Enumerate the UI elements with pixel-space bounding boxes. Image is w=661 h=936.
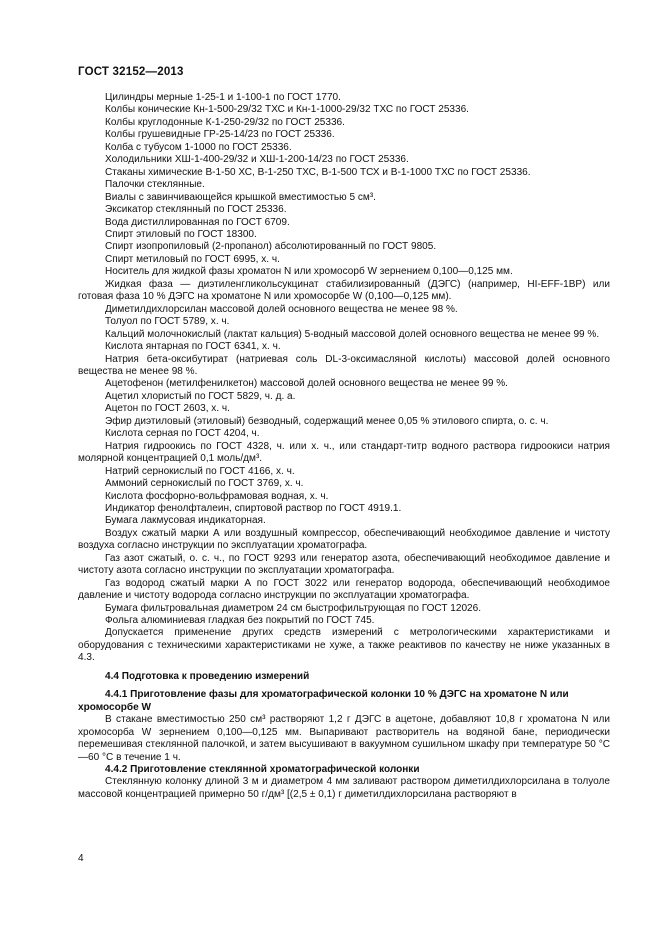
list-item: Носитель для жидкой фазы хроматон N или хромосорб W зернением 0,100—0,125 мм. [105, 266, 513, 278]
list-item: Холодильники ХШ-1-400-29/32 и ХШ-1-200-14/23 по ГОСТ 25336. [105, 154, 409, 166]
list-item: Вода дистиллированная по ГОСТ 6709. [105, 216, 290, 228]
list-item: Кислота фосфорно-вольфрамовая водная, х. ч. [105, 490, 329, 502]
list-item: Виалы с завинчивающейся крышкой вместимостью 5 см³. [105, 191, 376, 203]
list-item: Кислота янтарная по ГОСТ 6341, х. ч. [105, 341, 281, 353]
list-item: Колбы грушевидные ГР-25-14/23 по ГОСТ 25336. [105, 129, 335, 141]
list-item: Бумага лакмусовая индикаторная. [105, 515, 266, 527]
list-item: Толуол по ГОСТ 5789, х. ч. [105, 316, 230, 328]
list-item: Натрия бета-оксибутират (натриевая соль DL-3-оксимасляной кислоты) массовой долей основного вещества не менее 98 %. [78, 353, 610, 377]
list-item: Ацетофенон (метилфенилкетон) массовой долей основного вещества не менее 99 %. [105, 378, 508, 390]
list-item: Аммоний сернокислый по ГОСТ 3769, х. ч. [105, 478, 304, 490]
list-item: Фольга алюминиевая гладкая без покрытий по ГОСТ 745. [105, 615, 375, 627]
list-item: Колба с тубусом 1-1000 по ГОСТ 25336. [105, 141, 292, 153]
list-item: Кальций молочнокислый (лактат кальция) 5-водный массовой долей основного вещества не менее 99 %. [105, 328, 600, 340]
list-item: Колбы круглодонные К-1-250-29/32 по ГОСТ 25336. [105, 116, 345, 128]
section-heading-4-4-1: 4.4.1 Приготовление фазы для хроматографической колонки 10 % ДЭГС на хроматоне N или хромосорбе W [78, 689, 569, 713]
list-item: Воздух сжатый марки А или воздушный компрессор, обеспечивающий необходимое давление и чистоту воздуха согласно инструкции по эксплуатации хроматографа. [78, 527, 610, 552]
list-item: Кислота серная по ГОСТ 4204, ч. [105, 428, 260, 440]
list-item: Газ водород сжатый марки А по ГОСТ 3022 или генератор водорода, обеспечивающий необходимое давление и чистоту водорода согласно инструкции по эксплуатации хроматографа. [78, 577, 610, 602]
list-item: Спирт этиловый по ГОСТ 18300. [105, 228, 257, 240]
list-item: Эксикатор стеклянный по ГОСТ 25336. [105, 204, 287, 216]
document-header: ГОСТ 32152—2013 [78, 66, 184, 78]
list-item: Натрий сернокислый по ГОСТ 4166, х. ч. [105, 465, 295, 477]
list-item: Цилиндры мерные 1-25-1 и 1-100-1 по ГОСТ 1770. [105, 92, 341, 103]
list-item: Жидкая фаза — диэтиленгликольсукцинат стабилизированный (ДЭГС) (например, HI-EFF-1BP) или готовая фаза 10 % ДЭГС на хроматоне N или хромосорбе W (0,100—0,125 мм). [78, 278, 610, 303]
list-item: Эфир диэтиловый (этиловый) безводный, содержащий менее 0,05 % этилового спирта, о. с. ч. [105, 415, 549, 427]
list-item: Бумага фильтровальная диаметром 24 см быстрофильтрующая по ГОСТ 12026. [105, 602, 482, 614]
list-item: Индикатор фенолфталеин, спиртовой раствор по ГОСТ 4919.1. [105, 502, 402, 514]
section-text-4-4-2: Стеклянную колонку длиной 3 м и диаметром 4 мм заливают раствором диметилдихлорсилана в толуоле массовой концентрацией примерно 50 г/дм³ [(2,5 ± 0,1) г диметилдихлорсилана растворяют в [78, 776, 610, 800]
list-item: Газ азот сжатый, о. с. ч., по ГОСТ 9293 или генератор азота, обеспечивающий необходимое давление и чистоту азота согласно инструкции по эксплуатации хроматографа. [78, 552, 610, 577]
list-item: Спирт изопропиловый (2-пропанол) абсолютированный по ГОСТ 9805. [105, 241, 437, 253]
section-heading-4-4-2: 4.4.2 Приготовление стеклянной хроматографической колонки [105, 764, 420, 776]
section-heading-4-4: 4.4 Подготовка к проведению измерений [105, 670, 310, 682]
list-item: Колбы конические Кн-1-500-29/32 ТХС и Кн-1-1000-29/32 ТХС по ГОСТ 25336. [105, 104, 469, 116]
page-number: 4 [78, 853, 84, 864]
list-item: Ацетон по ГОСТ 2603, х. ч. [105, 403, 230, 415]
list-item: Стаканы химические В-1-50 ХС, В-1-250 ТХС, В-1-500 ТСХ и В-1-1000 ТХС по ГОСТ 25336. [105, 166, 531, 178]
list-item: Ацетил хлористый по ГОСТ 5829, ч. д. а. [105, 390, 296, 402]
list-item: Палочки стеклянные. [105, 179, 205, 191]
section-text-4-4-1: В стакане вместимостью 250 см³ растворяют 1,2 г ДЭГС в ацетоне, добавляют 10,8 г хроматона N или хромосорба W зернением 0,100—0,125 мм. Выпаривают растворитель на водяной бане, периодически перемешивая стеклянной палочкой, и затем высушивают в вакуумном сушильном шкафу при температуре 50 °С—60 °С в течение 1 ч. [78, 714, 610, 763]
list-item: Спирт метиловый по ГОСТ 6995, х. ч. [105, 253, 280, 265]
list-item: Диметилдихлорсилан массовой долей основного вещества не менее 98 %. [105, 303, 458, 315]
list-item: Натрия гидроокись по ГОСТ 4328, ч. или х. ч., или стандарт-титр водного раствора гидроокиси натрия молярной концентрацией 0,1 моль/дм³. [78, 440, 610, 465]
document-body [78, 92, 610, 801]
list-item: Допускается применение других средств измерений с метрологическими характеристиками и оборудования с техническими характеристиками не хуже, а также реактивов по качеству не ниже указанных в 4.3. [78, 627, 610, 664]
